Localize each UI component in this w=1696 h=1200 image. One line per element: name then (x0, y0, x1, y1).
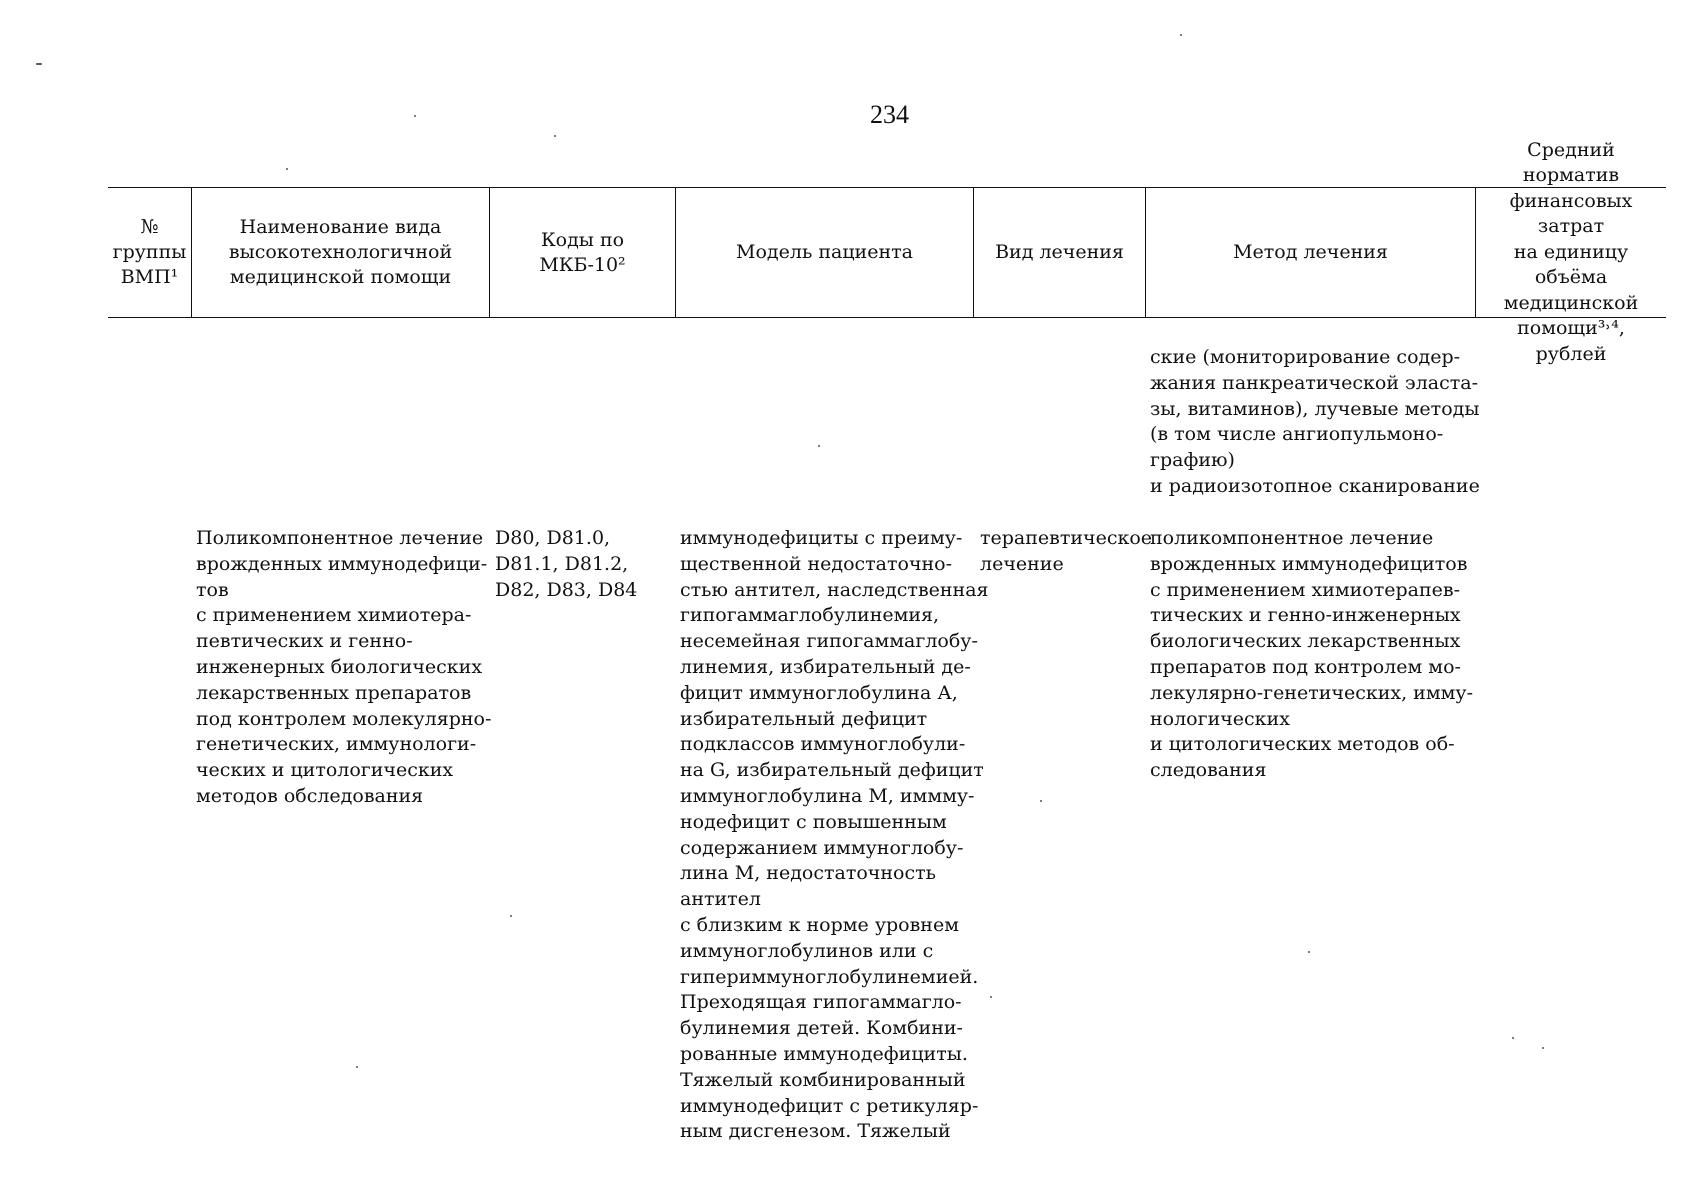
scan-speck (990, 996, 992, 998)
scan-speck (1180, 34, 1182, 36)
scan-speck (510, 915, 512, 917)
table-header (108, 138, 1666, 365)
header-treatment-type: Вид лечения (974, 188, 1146, 317)
cell-vmp-name: Поликомпонентное лечение врожденных иммунодефици- тов с применением химиотера- певтических и генно- инженерных биологических лекарственных препаратов под контролем молекулярно- генетических, иммунологи- ческих и цитологических методов обследования (196, 527, 492, 807)
scan-speck (1040, 800, 1042, 802)
scan-speck (36, 63, 42, 65)
header-average-cost: Средний норматив финансовых затрат на единицу объёма медицинской помощи³˒⁴, рублей (1503, 138, 1639, 365)
continued-method-text: ские (мониторирование содер- жания панкреатической эласта- зы, витаминов), лучевые методы (в том числе ангиопульмоно- графию) и радиоизотопное сканирование (1150, 346, 1480, 497)
header-treatment-method: Метод лечения (1146, 188, 1476, 317)
scan-speck (286, 168, 288, 170)
header-group-number: № группы ВМП¹ (108, 188, 192, 317)
scan-speck (414, 115, 416, 117)
header-patient-model: Модель пациента (676, 188, 974, 317)
cell-icd-codes: D80, D81.0, D81.1, D81.2, D82, D83, D84 (495, 527, 638, 601)
header-vmp-name: Наименование вида высокотехнологичной медицинской помощи (192, 188, 490, 317)
scan-speck (1512, 1037, 1514, 1039)
cell-patient-model: иммунодефициты с преиму- щественной недостаточно- стью антител, наследственная гипогаммаглобулинемия, несемейная гипогаммаглобу- линемия, избирательный де- фицит иммуноглобулина А, избирательный дефицит подклассов иммуноглобули- на G, избирательный дефицит иммуноглобулина М, иммму- нодефицит с повышенным содержанием иммуноглобу- лина М, недостаточность антител с близким к норме уровнем иммуноглобулинов или с гипериммуноглобулинемией. Преходящая гипогаммагло- булинемия детей. Комбини- рованные иммунодефициты. Тяжелый комбинированный иммунодефицит с ретикуляр- ным дисгенезом. Тяжелый (680, 527, 989, 1143)
scan-speck (1542, 1047, 1544, 1049)
page-number: 234 (870, 100, 909, 129)
scan-speck (1308, 951, 1310, 953)
cell-treatment-method: поликомпонентное лечение врожденных иммунодефицитов с применением химиотерапев- тических и генно-инженерных биологических лекарственных препаратов под контролем мо- лекулярно-генетических, имму- нологических и цитологических методов об- следования (1150, 527, 1473, 782)
scan-speck (554, 135, 556, 137)
scan-speck (818, 445, 820, 447)
header-icd-codes: Коды по МКБ-10² (490, 188, 676, 317)
cell-treatment-type: терапевтическое лечение (980, 527, 1153, 575)
scan-speck (356, 1066, 358, 1068)
